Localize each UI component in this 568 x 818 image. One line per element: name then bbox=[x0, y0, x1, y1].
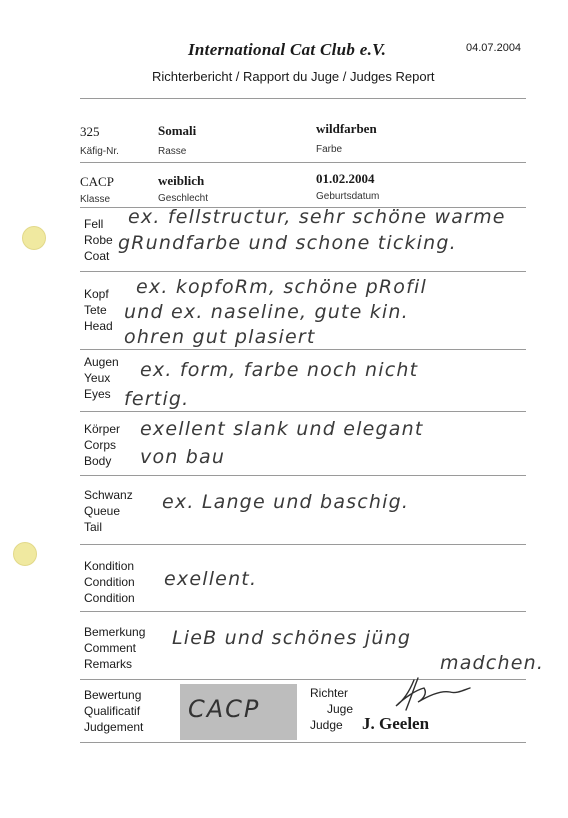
coat-comment-line: ex. fellstructur, sehr schöne warme bbox=[128, 206, 506, 228]
breed-value: Somali bbox=[158, 123, 197, 138]
condition-comment-line: exellent. bbox=[164, 568, 258, 590]
coat-comment-line: gRundfarbe und schone ticking. bbox=[118, 232, 457, 254]
judge-signature-icon bbox=[384, 674, 484, 714]
body-labels bbox=[84, 421, 120, 469]
head-comment-line: ohren gut plasiert bbox=[124, 326, 316, 348]
body-comment-line: von bau bbox=[140, 446, 226, 468]
head-labels bbox=[84, 286, 113, 334]
section-label: Condition bbox=[84, 591, 135, 605]
section-label: Richter bbox=[310, 686, 349, 700]
section-label: Queue bbox=[84, 504, 121, 518]
color-label: Farbe bbox=[316, 144, 343, 155]
section-label: Body bbox=[84, 454, 112, 468]
cage-number: 325 bbox=[80, 124, 100, 139]
section-label: Qualificatif bbox=[84, 704, 141, 718]
rule bbox=[80, 742, 526, 743]
sex-value: weiblich bbox=[158, 173, 205, 188]
judgement-labels bbox=[84, 687, 143, 735]
club-name: International Cat Club e.V. bbox=[188, 40, 387, 59]
section-label: Comment bbox=[84, 641, 137, 655]
section-label: Juge bbox=[327, 702, 354, 716]
report-date: 04.07.2004 bbox=[466, 42, 522, 54]
rule bbox=[80, 349, 526, 350]
remarks-labels bbox=[84, 624, 145, 672]
section-label: Bewertung bbox=[84, 688, 142, 702]
judge-name: J. Geelen bbox=[362, 714, 430, 733]
rule bbox=[80, 544, 526, 545]
section-label: Remarks bbox=[84, 657, 133, 671]
remarks-comment-line: LieB und schönes jüng bbox=[172, 627, 412, 649]
section-label: Yeux bbox=[84, 371, 111, 385]
birthdate-label: Geburtsdatum bbox=[316, 191, 380, 202]
tail-labels bbox=[84, 487, 133, 535]
section-label: Tail bbox=[84, 520, 103, 534]
report-subtitle: Richterbericht / Rapport du Juge / Judges Report bbox=[152, 69, 435, 84]
rule bbox=[80, 162, 526, 163]
rule bbox=[80, 271, 526, 272]
coat-labels bbox=[84, 216, 113, 264]
rule bbox=[80, 411, 526, 412]
rule bbox=[80, 611, 526, 612]
section-label: Kondition bbox=[84, 559, 135, 573]
section-label: Körper bbox=[84, 422, 121, 436]
eyes-labels bbox=[84, 354, 119, 402]
section-label: Eyes bbox=[84, 387, 111, 401]
section-label: Condition bbox=[84, 575, 135, 589]
condition-labels bbox=[84, 558, 135, 606]
tail-comment-line: ex. Lange und baschig. bbox=[162, 491, 410, 513]
cage-label: Käfig-Nr. bbox=[80, 146, 119, 157]
judge-labels bbox=[310, 685, 353, 733]
section-label: Schwanz bbox=[84, 488, 133, 502]
judgement-value: CACP bbox=[188, 695, 261, 723]
section-label: Kopf bbox=[84, 287, 109, 301]
class-label: Klasse bbox=[80, 194, 111, 205]
punch-hole-top bbox=[22, 226, 46, 250]
section-label: Judge bbox=[310, 718, 343, 732]
section-label: Bemerkung bbox=[84, 625, 146, 639]
class-value: CACP bbox=[80, 174, 114, 189]
rule bbox=[80, 98, 526, 99]
section-label: Augen bbox=[84, 355, 119, 369]
rule bbox=[80, 475, 526, 476]
eyes-comment-line: fertig. bbox=[124, 388, 190, 410]
section-label: Head bbox=[84, 319, 113, 333]
head-comment-line: ex. kopfoRm, schöne pRofil bbox=[136, 276, 427, 298]
section-label: Coat bbox=[84, 249, 110, 263]
remarks-comment-line: madchen. bbox=[440, 652, 545, 674]
eyes-comment-line: ex. form, farbe noch nicht bbox=[140, 359, 419, 381]
head-comment-line: und ex. naseline, gute kin. bbox=[124, 301, 409, 323]
body-comment-line: exellent slank und elegant bbox=[140, 418, 424, 440]
section-label: Fell bbox=[84, 217, 104, 231]
section-label: Robe bbox=[84, 233, 113, 247]
birthdate-value: 01.02.2004 bbox=[316, 171, 375, 186]
section-label: Judgement bbox=[84, 720, 144, 734]
color-value: wildfarben bbox=[316, 121, 377, 136]
section-label: Tete bbox=[84, 303, 107, 317]
section-label: Corps bbox=[84, 438, 117, 452]
breed-label: Rasse bbox=[158, 146, 187, 157]
punch-hole-bottom bbox=[13, 542, 37, 566]
sex-label: Geschlecht bbox=[158, 193, 209, 204]
